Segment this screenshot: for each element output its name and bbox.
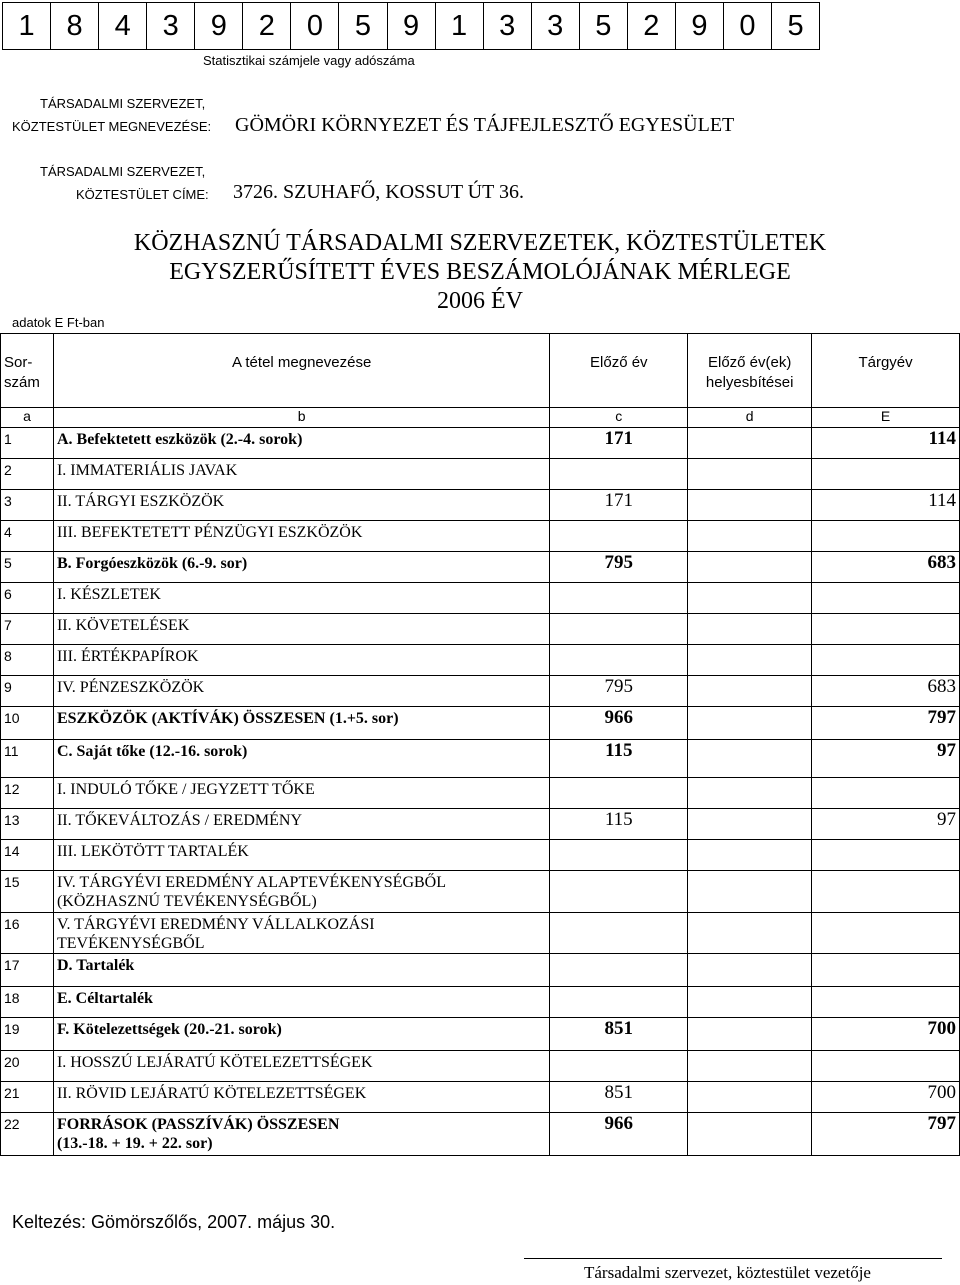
row-item-label: F. Kötelezettségek (20.-21. sorok) [56,1021,282,1038]
table-row [1,913,960,954]
row-number: 9 [1,676,54,707]
row-item-label: A. Befektetett eszközök (2.-4. sorok) [56,431,303,448]
row-item-name [53,645,549,676]
row-item-label: II. RÖVID LEJÁRATÚ KÖTELEZETTSÉGEK [56,1085,367,1102]
row-item-label: B. Forgóeszközök (6.-9. sor) [56,555,248,572]
row-current-year-value [812,954,960,987]
tax-id-digit: 3 [146,2,195,50]
row-previous-year-value: 115 [550,809,688,840]
row-previous-year-value [550,645,688,676]
row-item-label: I. KÉSZLETEK [56,586,161,603]
row-corrections-value [688,521,812,552]
row-item-name [53,1051,549,1082]
row-previous-year-value: 795 [550,676,688,707]
column-letter-c: c [550,408,688,428]
row-previous-year-value [550,954,688,987]
row-current-year-value [812,778,960,809]
tax-id-digit: 9 [675,2,724,50]
row-current-year-value: 700 [812,1018,960,1051]
row-current-year-value [812,645,960,676]
row-item-label: I. IMMATERIÁLIS JAVAK [56,462,238,479]
row-item-label: V. TÁRGYÉVI EREDMÉNY VÁLLALKOZÁSI [56,916,375,933]
row-corrections-value [688,809,812,840]
table-row [1,987,960,1018]
table-row [1,1082,960,1113]
table-row [1,614,960,645]
row-previous-year-value: 171 [550,490,688,521]
row-item-label: III. ÉRTÉKPAPÍROK [56,648,199,665]
tax-id-digit: 0 [723,2,772,50]
row-corrections-value [688,840,812,871]
row-corrections-value [688,1018,812,1051]
row-corrections-value [688,954,812,987]
row-previous-year-value [550,459,688,490]
row-item-label: II. KÖVETELÉSEK [56,617,190,634]
row-previous-year-value [550,583,688,614]
row-current-year-value [812,987,960,1018]
row-item-name [53,809,549,840]
document-title-year: 2006 ÉV [437,288,523,314]
row-item-name [53,840,549,871]
header-sorszam [1,334,54,408]
row-item-label: FORRÁSOK (PASSZÍVÁK) ÖSSZESEN [56,1116,340,1133]
row-item-name [53,583,549,614]
table-row [1,778,960,809]
row-corrections-value [688,778,812,809]
column-letter-e: E [812,408,960,428]
row-previous-year-value [550,521,688,552]
row-previous-year-value: 171 [550,428,688,459]
table-row [1,1113,960,1156]
row-current-year-value: 114 [812,490,960,521]
row-item-name [53,552,549,583]
row-number: 3 [1,490,54,521]
row-item-label: III. LEKÖTÖTT TARTALÉK [56,843,249,860]
column-letter-d: d [688,408,812,428]
table-row [1,954,960,987]
tax-id-digit: 1 [435,2,484,50]
units-note: adatok E Ft-ban [12,315,105,330]
row-current-year-value: 700 [812,1082,960,1113]
table-row [1,871,960,913]
org-name-label-2: KÖZTESTÜLET MEGNEVEZÉSE: [12,119,212,134]
org-name-label-1: TÁRSADALMI SZERVEZET, [40,96,206,111]
row-item-name [53,1082,549,1113]
tax-id-digit: 5 [771,2,820,50]
tax-id-digit: 5 [338,2,387,50]
row-item-label-continued: (13.-18. + 19. + 22. sor) [56,1135,213,1152]
tax-id-digit: 3 [531,2,580,50]
tax-id-digit: 1 [2,2,51,50]
row-previous-year-value [550,1051,688,1082]
row-item-name [53,614,549,645]
row-corrections-value [688,676,812,707]
header-corrections-line-2: helyesbítései [705,374,794,391]
balance-sheet-table [0,333,960,1156]
row-number: 11 [1,740,54,778]
row-item-label: II. TŐKEVÁLTOZÁS / EREDMÉNY [56,812,302,829]
row-number: 20 [1,1051,54,1082]
signature-caption: Társadalmi szervezet, köztestület vezetője [584,1263,871,1282]
document-title-line-1: KÖZHASZNÚ TÁRSADALMI SZERVEZETEK, KÖZTESTÜLETEK [133,230,827,256]
row-corrections-value [688,1082,812,1113]
row-item-label: IV. TÁRGYÉVI EREDMÉNY ALAPTEVÉKENYSÉGBŐL [56,874,446,891]
table-row [1,583,960,614]
row-number: 10 [1,707,54,740]
row-item-name [53,428,549,459]
issue-date: Keltezés: Gömörszőlős, 2007. május 30. [12,1212,336,1232]
tax-id-digit: 2 [627,2,676,50]
row-previous-year-value: 795 [550,552,688,583]
header-corrections [688,334,812,408]
row-item-name [53,676,549,707]
document-title-line-2: EGYSZERŰSÍTETT ÉVES BESZÁMOLÓJÁNAK MÉRLEGE [169,259,791,285]
row-number: 19 [1,1018,54,1051]
row-item-label: E. Céltartalék [56,990,153,1007]
row-item-name [53,1018,549,1051]
row-number: 2 [1,459,54,490]
table-row [1,707,960,740]
row-corrections-value [688,459,812,490]
tax-id-digit: 9 [387,2,436,50]
row-previous-year-value [550,840,688,871]
row-corrections-value [688,583,812,614]
row-current-year-value: 97 [812,809,960,840]
table-row [1,552,960,583]
row-corrections-value [688,1051,812,1082]
org-address-label-1: TÁRSADALMI SZERVEZET, [40,164,206,179]
row-previous-year-value [550,614,688,645]
row-current-year-value [812,614,960,645]
table-row [1,428,960,459]
row-previous-year-value: 966 [550,1113,688,1156]
row-current-year-value [812,521,960,552]
header-item-name: A tétel megnevezése [53,334,549,408]
row-number: 12 [1,778,54,809]
row-item-label: I. HOSSZÚ LEJÁRATÚ KÖTELEZETTSÉGEK [56,1054,373,1071]
row-item-label-continued: (KÖZHASZNÚ TEVÉKENYSÉGBŐL) [56,893,317,910]
column-letter-b: b [53,408,549,428]
table-row [1,676,960,707]
table-row [1,809,960,840]
table-row [1,1051,960,1082]
column-letter-a: a [1,408,54,428]
row-item-label-continued: TEVÉKENYSÉGBŐL [56,935,205,952]
row-number: 6 [1,583,54,614]
row-number: 17 [1,954,54,987]
row-current-year-value [812,459,960,490]
table-row [1,740,960,778]
row-item-name [53,707,549,740]
row-item-name [53,778,549,809]
header-sorszam-line-2: szám [4,374,40,391]
row-corrections-value [688,490,812,521]
tax-id-digit: 0 [290,2,339,50]
row-current-year-value [812,913,960,954]
row-previous-year-value: 115 [550,740,688,778]
row-item-name [53,740,549,778]
row-item-label: III. BEFEKTETETT PÉNZÜGYI ESZKÖZÖK [56,524,363,541]
row-number: 21 [1,1082,54,1113]
row-number: 13 [1,809,54,840]
row-corrections-value [688,1113,812,1156]
row-number: 1 [1,428,54,459]
row-current-year-value [812,871,960,913]
row-item-name [53,459,549,490]
header-sorszam-line-1: Sor- [4,354,33,371]
row-number: 16 [1,913,54,954]
org-name-value: GÖMÖRI KÖRNYEZET ÉS TÁJFEJLESZTŐ EGYESÜLET [235,114,735,136]
row-corrections-value [688,707,812,740]
row-item-name [53,521,549,552]
row-corrections-value [688,871,812,913]
row-item-label: II. TÁRGYI ESZKÖZÖK [56,493,225,510]
row-item-label: C. Saját tőke (12.-16. sorok) [56,743,248,760]
row-previous-year-value: 966 [550,707,688,740]
tax-id-digit: 2 [242,2,291,50]
org-address-label-2: KÖZTESTÜLET CÍME: [76,187,209,202]
row-number: 8 [1,645,54,676]
header-previous-year: Előző év [550,334,688,408]
table-row [1,1018,960,1051]
row-item-name [53,871,549,913]
row-number: 7 [1,614,54,645]
table-row [1,459,960,490]
row-previous-year-value: 851 [550,1018,688,1051]
row-item-label: I. INDULÓ TŐKE / JEGYZETT TŐKE [56,781,315,798]
tax-id-digit: 9 [194,2,243,50]
row-number: 5 [1,552,54,583]
header-current-year: Tárgyév [812,334,960,408]
row-current-year-value: 114 [812,428,960,459]
table-row [1,490,960,521]
row-corrections-value [688,987,812,1018]
row-item-name [53,987,549,1018]
row-corrections-value [688,913,812,954]
tax-id-digit: 5 [579,2,628,50]
row-item-label: D. Tartalék [56,957,135,974]
signature-line [524,1258,942,1259]
row-current-year-value [812,583,960,614]
row-current-year-value: 797 [812,1113,960,1156]
row-current-year-value: 797 [812,707,960,740]
row-number: 4 [1,521,54,552]
row-number: 22 [1,1113,54,1156]
column-letter-row [1,408,960,428]
table-header-row [1,334,960,408]
tax-id-boxes [2,2,820,50]
row-previous-year-value [550,987,688,1018]
row-previous-year-value [550,913,688,954]
tax-id-digit: 4 [98,2,147,50]
row-item-label: IV. PÉNZESZKÖZÖK [56,679,205,696]
row-item-name [53,954,549,987]
header-corrections-line-1: Előző év(ek) [707,354,792,371]
row-corrections-value [688,645,812,676]
tax-id-caption: Statisztikai számjele vagy adószáma [203,53,415,68]
row-current-year-value: 97 [812,740,960,778]
row-current-year-value [812,1051,960,1082]
tax-id-digit: 3 [483,2,532,50]
row-corrections-value [688,614,812,645]
row-corrections-value [688,552,812,583]
row-previous-year-value [550,871,688,913]
row-number: 18 [1,987,54,1018]
table-row [1,521,960,552]
row-current-year-value [812,840,960,871]
row-corrections-value [688,428,812,459]
row-number: 14 [1,840,54,871]
tax-id-digit: 8 [50,2,99,50]
row-number: 15 [1,871,54,913]
row-previous-year-value: 851 [550,1082,688,1113]
org-address-value: 3726. SZUHAFŐ, KOSSUT ÚT 36. [233,181,524,203]
table-row [1,840,960,871]
row-item-label: ESZKÖZÖK (AKTÍVÁK) ÖSSZESEN (1.+5. sor) [56,710,399,727]
row-current-year-value: 683 [812,676,960,707]
row-item-name [53,913,549,954]
row-item-name [53,1113,549,1156]
row-item-name [53,490,549,521]
row-previous-year-value [550,778,688,809]
row-current-year-value: 683 [812,552,960,583]
table-row [1,645,960,676]
row-corrections-value [688,740,812,778]
